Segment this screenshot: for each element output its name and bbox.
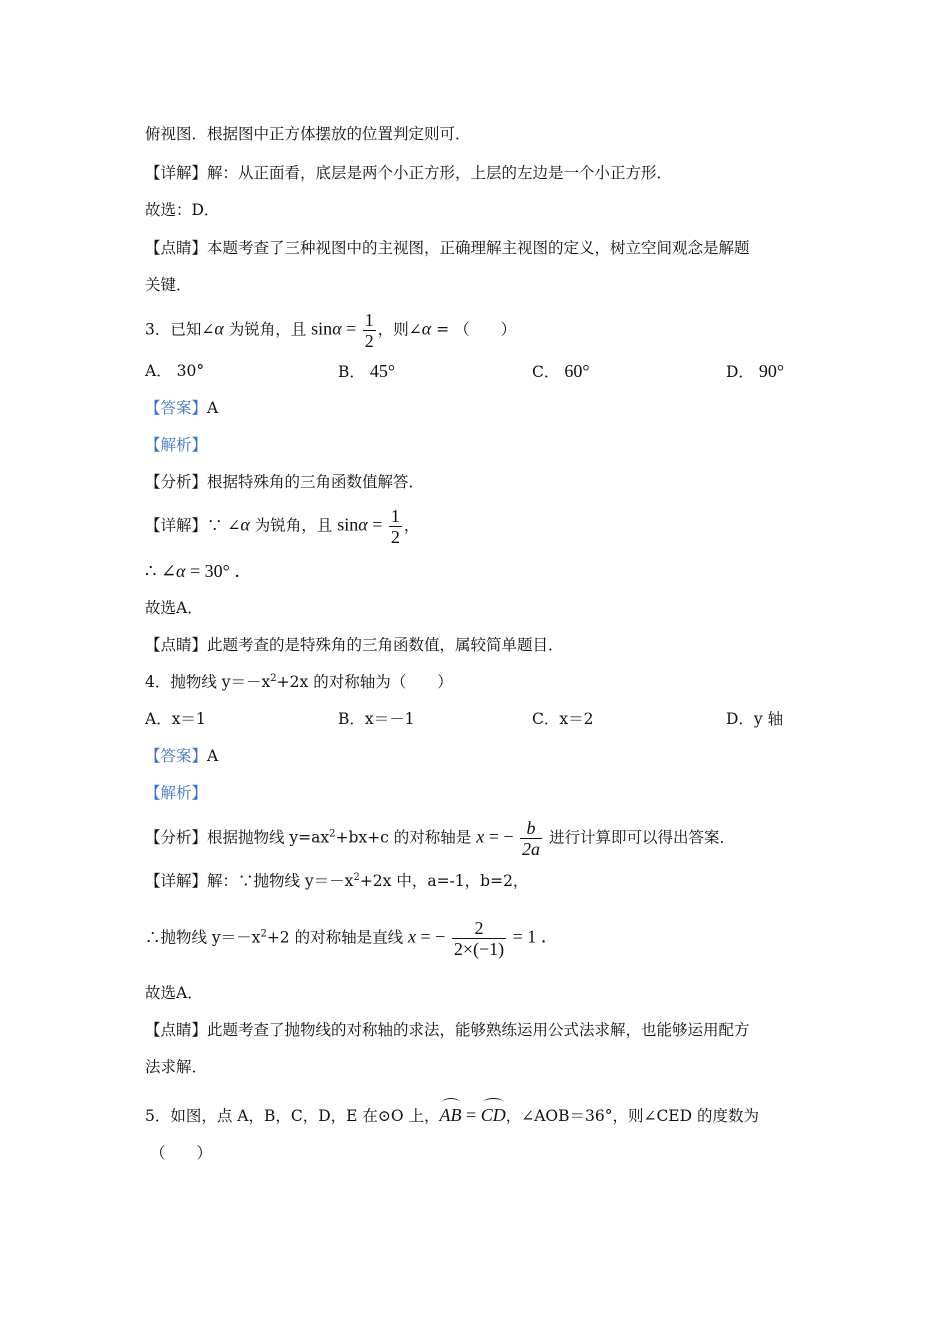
comment-line: 【点睛】此题考查了抛物线的对称轴的求法，能够熟练运用公式法求解，也能够运用配方	[145, 1021, 750, 1039]
option-b: B．x＝－1	[338, 710, 415, 728]
arc-ab: AB	[440, 1098, 462, 1126]
question-5-stem: 5．如图，点 A，B，C，D，E 在⊙O 上，AB = CD，∠AOB＝36°，则∠CED 的度数为	[145, 1098, 759, 1127]
comment-line-cont: 关键．	[145, 276, 192, 294]
analysis-heading: 【解析】	[145, 784, 208, 802]
detail-line: 【详解】解：∵抛物线 $y=-x^2+2x$ 中，a=-1，b=2，	[145, 872, 529, 890]
option-c: C． 60°	[532, 361, 590, 381]
fraction-b-over-2a: $\frac{b}{2a}$	[522, 818, 541, 859]
option-a: A． 30°	[145, 362, 205, 380]
comment-line-cont: 法求解．	[145, 1058, 208, 1076]
analysis-line: 【分析】根据特殊角的三角函数值解答．	[145, 473, 425, 491]
therefore-line: ∴抛物线 $y=-x^2+2$ 的对称轴是直线 x = − $\frac{2}{2\times(-1)}$ = 1 ．	[145, 918, 559, 959]
option-c: C．x＝2	[532, 710, 594, 728]
question-4-stem: 4．抛物线 $y=-x^2+2x$ 的对称轴为（ ）	[145, 673, 453, 691]
text-line: 俯视图．根据图中正方体摆放的位置判定则可．	[145, 125, 471, 143]
fraction-2-over-2x-minus1: $\frac{2}{2\times(-1)}$	[453, 918, 505, 959]
detail-line: 【详解】解：从正面看，底层是两个小正方形，上层的左边是一个小正方形．	[145, 164, 673, 182]
option-a: A．x＝1	[145, 710, 206, 728]
analysis-heading: 【解析】	[145, 436, 208, 454]
answer-paren: （ ）	[150, 1144, 213, 1162]
option-d: D．y 轴	[726, 710, 784, 728]
comment-line: 【点睛】本题考查了三种视图中的主视图，正确理解主视图的定义，树立空间观念是解题	[145, 239, 750, 257]
answer-line: 【答案】A	[145, 747, 219, 765]
fraction-one-half: $\frac{1}{2}$	[390, 506, 400, 547]
therefore-line: ∴ ∠α = 30° ．	[145, 561, 253, 581]
answer-line: 【答案】A	[145, 399, 219, 417]
analysis-line: 【分析】根据抛物线 $y=ax^2+bx+c$ 的对称轴是 x = − $\frac{b}{2a}$ 进行计算即可以得出答案．	[145, 818, 735, 859]
detail-line: 【详解】∵ ∠α 为锐角，且 sinα = $\frac{1}{2}$ ，	[145, 506, 420, 547]
comment-line: 【点睛】此题考查的是特殊角的三角函数值，属较简单题目．	[145, 636, 564, 654]
choice-line: 故选A．	[145, 984, 203, 1002]
choice-line: 故选A．	[145, 599, 203, 617]
question-3-stem: 3．已知∠α 为锐角，且 sinα = $\frac{1}{2}$ ，则∠α = （ ）	[145, 310, 517, 351]
arc-cd: CD	[481, 1098, 506, 1126]
option-b: B． 45°	[338, 361, 396, 381]
choice-line: 故选：D．	[145, 201, 220, 219]
fraction-one-half: $\frac{1}{2}$	[364, 310, 374, 351]
option-d: D． 90°	[726, 361, 785, 381]
